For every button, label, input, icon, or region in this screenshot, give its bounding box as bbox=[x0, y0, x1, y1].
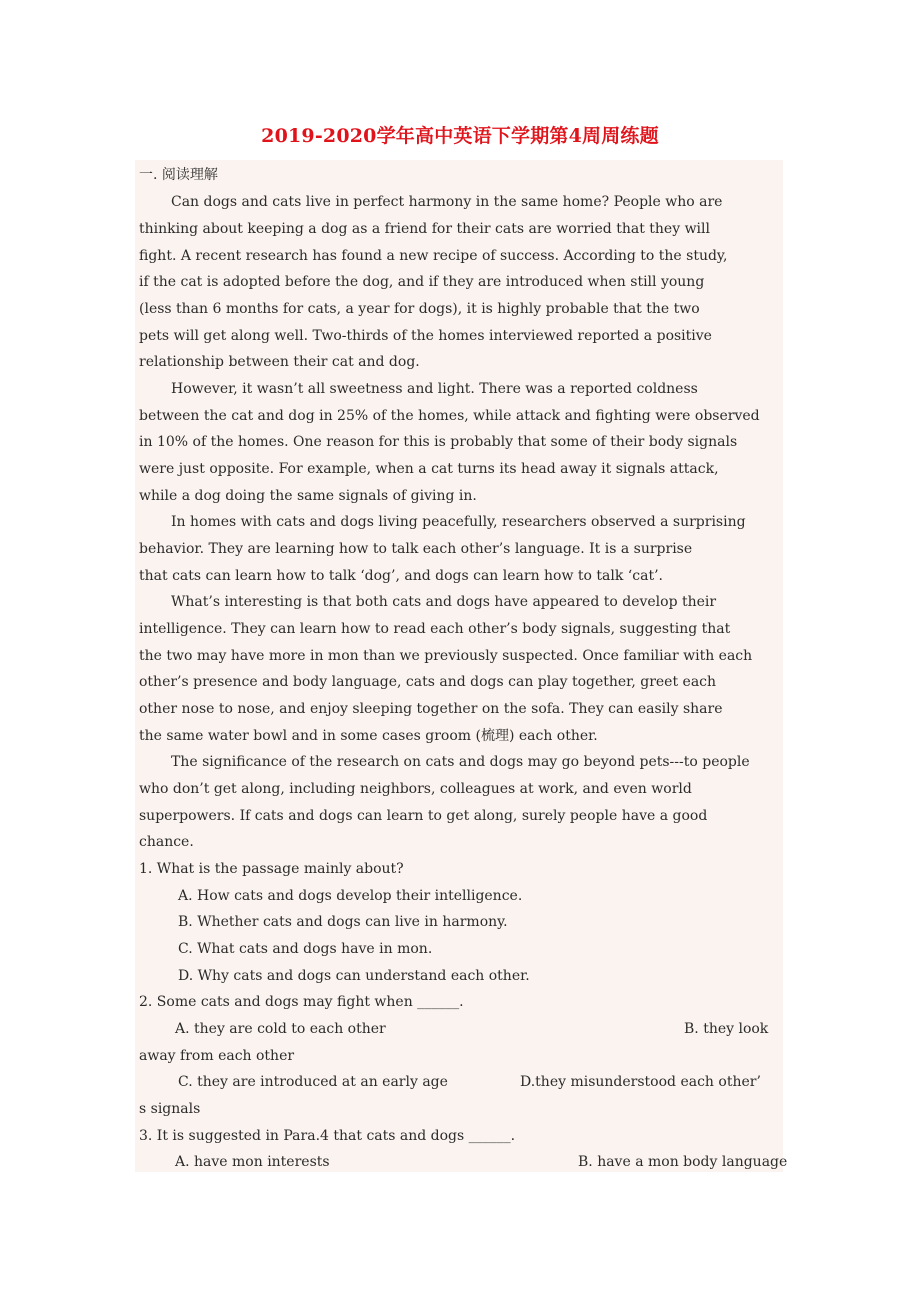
passage-line: relationship between their cat and dog. bbox=[139, 354, 420, 370]
question-3-option-a: A. have mon interests bbox=[175, 1154, 330, 1170]
passage-line: between the cat and dog in 25% of the homes, while attack and fighting were observed bbox=[139, 408, 760, 424]
passage-line: other’s presence and body language, cats and dogs can play together, greet each bbox=[139, 674, 717, 690]
passage-line: pets will get along well. Two-thirds of the homes interviewed reported a positive bbox=[139, 328, 712, 344]
question-1-stem: 1. What is the passage mainly about? bbox=[139, 861, 404, 877]
question-3-option-b: B. have a mon body language bbox=[578, 1154, 788, 1170]
passage-line: What’s interesting is that both cats and dogs have appeared to develop their bbox=[171, 594, 717, 610]
question-2-option-b-cont: away from each other bbox=[139, 1048, 295, 1064]
question-1-option: D. Why cats and dogs can understand each other. bbox=[178, 968, 530, 984]
question-2-option-b: B. they look bbox=[684, 1021, 769, 1037]
passage-line: intelligence. They can learn how to read each other’s body signals, suggesting that bbox=[139, 621, 731, 637]
passage-line: In homes with cats and dogs living peacefully, researchers observed a surprising bbox=[171, 514, 746, 530]
passage-line: who don’t get along, including neighbors, colleagues at work, and even world bbox=[139, 781, 692, 797]
passage-line: However, it wasn’t all sweetness and light. There was a reported coldness bbox=[171, 381, 698, 397]
section-heading: 一. 阅读理解 bbox=[139, 167, 218, 183]
question-1-option: A. How cats and dogs develop their intelligence. bbox=[178, 888, 523, 904]
question-2-option-c: C. they are introduced at an early age bbox=[178, 1074, 448, 1090]
question-2-option-d: D.they misunderstood each other’ bbox=[520, 1074, 761, 1090]
document-title: 2019-2020学年高中英语下学期第4周周练题 bbox=[261, 125, 659, 147]
passage-line: behavior. They are learning how to talk each other’s language. It is a surprise bbox=[139, 541, 693, 557]
passage-line: the same water bowl and in some cases groom (梳理) each other. bbox=[139, 728, 598, 744]
question-1-option: B. Whether cats and dogs can live in harmony. bbox=[178, 914, 508, 930]
question-2-stem: 2. Some cats and dogs may fight when ______. bbox=[139, 994, 464, 1010]
passage-line: fight. A recent research has found a new recipe of success. According to the study, bbox=[139, 248, 728, 264]
passage-line: in 10% of the homes. One reason for this is probably that some of their body signals bbox=[139, 434, 738, 450]
passage-line: if the cat is adopted before the dog, and if they are introduced when still young bbox=[139, 274, 705, 290]
passage-line: thinking about keeping a dog as a friend for their cats are worried that they will bbox=[139, 221, 710, 237]
passage-line: were just opposite. For example, when a cat turns its head away it signals attack, bbox=[139, 461, 719, 477]
passage-line: that cats can learn how to talk ‘dog’, and dogs can learn how to talk ‘cat’. bbox=[139, 568, 663, 584]
passage-line: the two may have more in mon than we previously suspected. Once familiar with each bbox=[139, 648, 753, 664]
question-3-stem: 3. It is suggested in Para.4 that cats and dogs ______. bbox=[139, 1128, 516, 1144]
question-1-option: C. What cats and dogs have in mon. bbox=[178, 941, 433, 957]
passage-line: superpowers. If cats and dogs can learn to get along, surely people have a good bbox=[139, 808, 708, 824]
passage-line: while a dog doing the same signals of giving in. bbox=[139, 488, 477, 504]
question-2-option-a: A. they are cold to each other bbox=[175, 1021, 386, 1037]
question-2-option-d-cont: s signals bbox=[139, 1101, 201, 1117]
passage-line: Can dogs and cats live in perfect harmony in the same home? People who are bbox=[171, 194, 723, 210]
passage-line: The significance of the research on cats and dogs may go beyond pets---to people bbox=[171, 754, 750, 770]
passage-line: (less than 6 months for cats, a year for dogs), it is highly probable that the two bbox=[139, 301, 700, 317]
passage-line: other nose to nose, and enjoy sleeping together on the sofa. They can easily share bbox=[139, 701, 723, 717]
passage-line: chance. bbox=[139, 834, 194, 850]
